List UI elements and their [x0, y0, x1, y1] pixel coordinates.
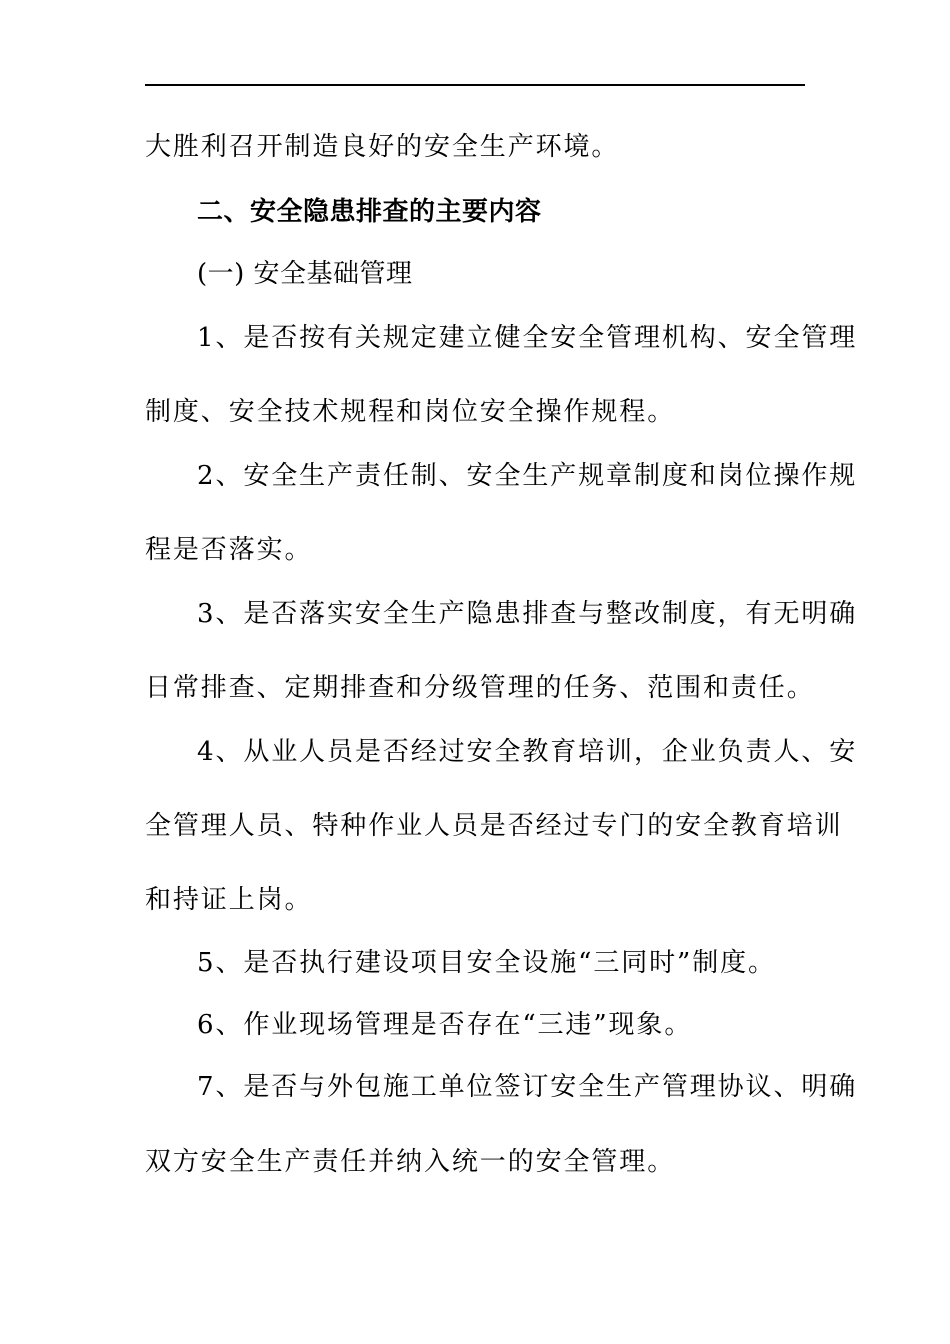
paragraph-line: 1、是否按有关规定建立健全安全管理机构、安全管理 [197, 323, 858, 353]
paragraph-line: 4、从业人员是否经过安全教育培训，企业负责人、安 [197, 737, 858, 767]
section-heading: 二、安全隐患排查的主要内容 [197, 197, 542, 227]
paragraph-line: 双方安全生产责任并纳入统一的安全管理。 [145, 1147, 676, 1177]
paragraph-line: 3、是否落实安全生产隐患排查与整改制度，有无明确 [197, 599, 858, 629]
subsection-heading: (一) 安全基础管理 [197, 259, 413, 289]
paragraph-line: 2、安全生产责任制、安全生产规章制度和岗位操作规 [197, 461, 858, 491]
header-rule [145, 84, 805, 86]
paragraph-line: 大胜利召开制造良好的安全生产环境。 [145, 132, 620, 162]
paragraph-line: 和持证上岗。 [145, 885, 313, 915]
paragraph-line: 6、作业现场管理是否存在“三违”现象。 [197, 1010, 693, 1040]
paragraph-line: 制度、安全技术规程和岗位安全操作规程。 [145, 397, 676, 427]
paragraph-line: 全管理人员、特种作业人员是否经过专门的安全教育培训 [145, 811, 843, 841]
paragraph-line: 日常排查、定期排查和分级管理的任务、范围和责任。 [145, 673, 815, 703]
paragraph-line: 7、是否与外包施工单位签订安全生产管理协议、明确 [197, 1072, 858, 1102]
paragraph-line: 程是否落实。 [145, 535, 313, 565]
paragraph-line: 5、是否执行建设项目安全设施“三同时”制度。 [197, 948, 776, 978]
